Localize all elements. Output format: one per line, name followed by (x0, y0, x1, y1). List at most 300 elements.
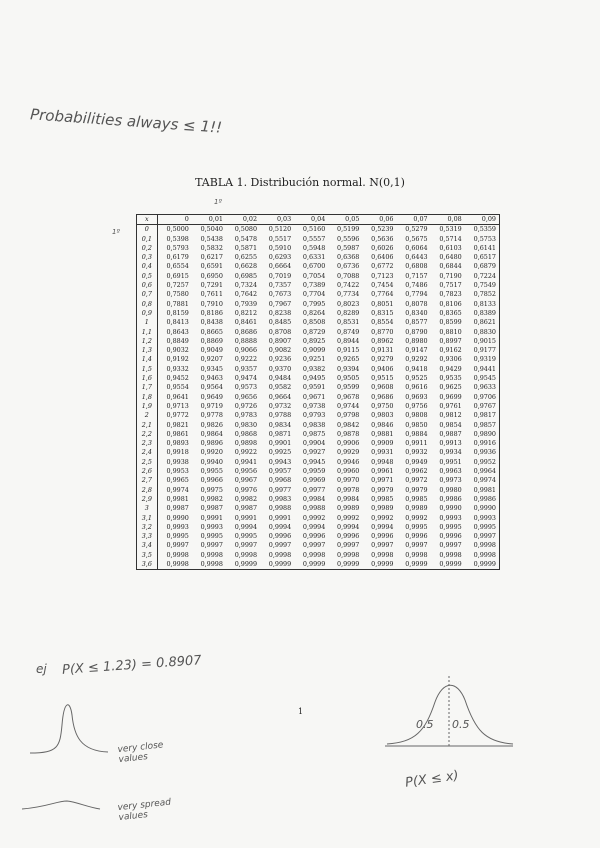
table-cell: 0,9998 (200, 550, 223, 559)
table-row (137, 439, 500, 448)
table-cell: 0,9966 (200, 476, 223, 485)
table-cell: 0,9996 (268, 532, 292, 541)
table-cell: 0,5557 (302, 234, 326, 243)
table-cell: 0,9987 (166, 504, 189, 513)
row-label: 1,9 (137, 402, 158, 411)
table-cell: 0,9162 (439, 346, 462, 355)
table-cell: 0,8289 (337, 308, 360, 317)
table-cell: 0,8925 (302, 336, 326, 345)
table-cell: 0,9982 (200, 494, 223, 503)
table-cell: 0,9641 (166, 392, 189, 401)
table-cell: 0,9564 (200, 383, 223, 392)
table-cell: 0,9821 (166, 420, 189, 429)
table-cell: 0,9545 (473, 374, 496, 383)
table-cell: 0,8997 (439, 336, 462, 345)
table-cell: 0,9192 (166, 355, 189, 364)
column-header: 0 (157, 215, 192, 225)
table-cell: 0,9922 (234, 448, 258, 457)
row-label: 2,6 (137, 467, 158, 476)
table-row (137, 300, 500, 309)
table-cell: 0,9994 (371, 522, 394, 531)
table-row (137, 551, 500, 560)
table-cell: 0,9999 (337, 559, 360, 568)
table-cell: 0,9988 (302, 504, 326, 513)
table-cell: 0,9999 (268, 559, 292, 568)
table-cell: 0,7611 (200, 290, 223, 299)
table-cell: 0,8599 (439, 318, 462, 327)
row-label: 0,4 (137, 262, 158, 271)
table-cell: 0,9909 (371, 439, 394, 448)
table-cell: 0,6026 (371, 243, 394, 252)
table-cell: 0,9131 (371, 346, 394, 355)
table-cell: 0,9986 (439, 494, 462, 503)
table-cell: 0,8869 (200, 336, 223, 345)
table-cell: 0,9971 (371, 476, 394, 485)
table-cell: 0,5040 (200, 225, 223, 234)
table-cell: 0,9996 (439, 532, 462, 541)
table-cell: 0,9995 (405, 522, 428, 531)
row-label: 1,6 (137, 374, 158, 383)
table-cell: 0,5359 (473, 225, 496, 234)
table-cell: 0,9996 (302, 532, 326, 541)
table-cell: 0,7881 (166, 299, 189, 308)
row-label: 0,9 (137, 309, 158, 318)
table-cell: 0,9573 (234, 383, 258, 392)
table-cell: 0,6255 (234, 253, 258, 262)
table-cell: 0,9830 (234, 420, 258, 429)
table-cell: 0,9082 (268, 346, 292, 355)
table-cell: 0,9963 (439, 467, 462, 476)
table-cell: 0,9911 (405, 439, 428, 448)
row-label: 2,7 (137, 476, 158, 485)
table-cell: 0,9993 (200, 522, 223, 531)
table-cell: 0,8531 (337, 318, 360, 327)
table-cell: 0,6950 (200, 271, 223, 280)
table-cell: 0,9961 (371, 467, 394, 476)
row-label: 0,8 (137, 300, 158, 309)
row-label: 2 (137, 411, 158, 420)
table-cell: 0,9525 (405, 374, 428, 383)
table-row (137, 235, 500, 244)
table-cell: 0,9979 (371, 485, 394, 494)
table-cell: 0,9591 (302, 383, 326, 392)
table-cell: 0,9985 (405, 494, 428, 503)
table-cell: 0,9732 (268, 401, 292, 410)
table-cell: 0,9484 (268, 374, 292, 383)
table-cell: 0,9871 (268, 429, 292, 438)
table-cell: 0,9756 (405, 401, 428, 410)
table-cell: 0,9706 (473, 392, 496, 401)
table-cell: 0,8907 (268, 336, 292, 345)
table-cell: 0,9998 (234, 550, 258, 559)
table-cell: 0,5596 (337, 234, 360, 243)
table-cell: 0,9973 (439, 476, 462, 485)
table-cell: 0,9032 (166, 346, 189, 355)
table-cell: 0,9976 (234, 485, 258, 494)
table-cell: 0,9793 (302, 411, 326, 420)
table-cell: 0,9049 (200, 346, 223, 355)
table-cell: 0,6517 (473, 253, 496, 262)
column-header: 0,05 (328, 215, 362, 225)
table-row (137, 309, 500, 318)
page-number: 1 (298, 707, 304, 716)
table-cell: 0,9649 (200, 392, 223, 401)
table-cell: 0,9962 (405, 467, 428, 476)
table-cell: 0,7704 (302, 290, 326, 299)
table-cell: 0,8238 (268, 308, 292, 317)
table-row (137, 467, 500, 476)
table-row (137, 514, 500, 523)
table-row (137, 244, 500, 253)
row-label: 1,8 (137, 393, 158, 402)
table-cell: 0,7357 (268, 281, 292, 290)
table-cell: 0,6217 (200, 253, 223, 262)
table-cell: 0,9834 (268, 420, 292, 429)
table-header-row (137, 215, 500, 225)
table-cell: 0,9946 (337, 457, 360, 466)
table-cell: 0,9993 (473, 513, 496, 522)
table-cell: 0,6064 (405, 243, 428, 252)
table-cell: 0,9726 (234, 401, 258, 410)
table-cell: 0,5000 (166, 225, 189, 234)
table-cell: 0,9878 (337, 429, 360, 438)
table-cell: 0,6141 (473, 243, 496, 252)
table-cell: 0,8106 (439, 299, 462, 308)
handwritten-mark-column: 1º (214, 198, 222, 206)
column-header: 0,09 (465, 215, 500, 225)
row-label: 0,7 (137, 290, 158, 299)
table-cell: 0,9893 (166, 439, 189, 448)
table-cell: 0,9916 (473, 439, 496, 448)
table-cell: 0,8264 (302, 308, 326, 317)
table-cell: 0,9177 (473, 346, 496, 355)
table-cell: 0,9808 (405, 411, 428, 420)
table-cell: 0,9997 (473, 532, 496, 541)
table-cell: 0,9982 (234, 494, 258, 503)
table-cell: 0,9798 (337, 411, 360, 420)
table-cell: 0,8389 (473, 308, 496, 317)
table-cell: 0,9932 (405, 448, 428, 457)
table-cell: 0,9686 (371, 392, 394, 401)
table-cell: 0,9868 (234, 429, 258, 438)
table-cell: 0,9929 (337, 448, 360, 457)
row-label: 1,7 (137, 383, 158, 392)
table-cell: 0,9884 (405, 429, 428, 438)
table-cell: 0,9999 (405, 559, 428, 568)
table-cell: 0,9953 (166, 467, 189, 476)
table-cell: 0,6985 (234, 271, 258, 280)
table-cell: 0,9625 (439, 383, 462, 392)
table-cell: 0,6808 (405, 262, 428, 271)
row-label: 3,4 (137, 541, 158, 550)
table-cell: 0,9370 (268, 364, 292, 373)
table-row (137, 225, 500, 235)
row-label: 0,6 (137, 281, 158, 290)
handwritten-cdf-label: P(X ≤ x) (404, 768, 460, 791)
table-cell: 0,9995 (439, 522, 462, 531)
table-cell: 0,8051 (371, 299, 394, 308)
row-label: 1,4 (137, 355, 158, 364)
table-cell: 0,8980 (405, 336, 428, 345)
table-cell: 0,9997 (200, 541, 223, 550)
table-cell: 0,9993 (166, 522, 189, 531)
table-cell: 0,9803 (371, 411, 394, 420)
table-cell: 0,9967 (234, 476, 258, 485)
table-cell: 0,5199 (337, 225, 360, 234)
handwritten-half-left: 0.5 (416, 718, 434, 731)
row-label: 2,2 (137, 430, 158, 439)
table-cell: 0,9279 (371, 355, 394, 364)
flat-bell-curve-sketch (22, 795, 102, 815)
table-cell: 0,9997 (405, 541, 428, 550)
table-cell: 0,9990 (166, 513, 189, 522)
table-cell: 0,9998 (302, 550, 326, 559)
table-cell: 0,6700 (302, 262, 326, 271)
table-cell: 0,8749 (337, 327, 360, 336)
row-label: 0 (137, 225, 158, 235)
table-cell: 0,9940 (200, 457, 223, 466)
table-cell: 0,9974 (166, 485, 189, 494)
table-cell: 0,9406 (371, 364, 394, 373)
table-cell: 0,9995 (166, 532, 189, 541)
table-cell: 0,9936 (473, 448, 496, 457)
table-cell: 0,9997 (371, 541, 394, 550)
table-cell: 0,9996 (371, 532, 394, 541)
table-cell: 0,8729 (302, 327, 326, 336)
table-cell: 0,7517 (439, 281, 462, 290)
table-cell: 0,9846 (371, 420, 394, 429)
row-label: 1,2 (137, 337, 158, 346)
table-cell: 0,8365 (439, 308, 462, 317)
table-cell: 0,8186 (200, 308, 223, 317)
table-cell: 0,9345 (200, 364, 223, 373)
table-cell: 0,9969 (302, 476, 326, 485)
table-cell: 0,9838 (302, 420, 326, 429)
table-row (137, 402, 500, 411)
table-cell: 0,8888 (234, 336, 258, 345)
handwritten-note-probabilities: Probabilities always ≤ 1!! (29, 105, 223, 137)
table-cell: 0,9952 (473, 457, 496, 466)
table-cell: 0,9984 (337, 494, 360, 503)
table-cell: 0,5517 (268, 234, 292, 243)
table-cell: 0,9817 (473, 411, 496, 420)
table-cell: 0,9991 (234, 513, 258, 522)
column-header: 0,03 (260, 215, 294, 225)
table-cell: 0,7910 (200, 299, 223, 308)
row-label: 3,2 (137, 523, 158, 532)
column-header: 0,07 (397, 215, 431, 225)
table-cell: 0,9854 (439, 420, 462, 429)
table-cell: 0,7257 (166, 281, 189, 290)
handwritten-mark-row: 1º (112, 228, 120, 236)
table-cell: 0,8078 (405, 299, 428, 308)
table-cell: 0,9719 (200, 401, 223, 410)
table-cell: 0,7454 (371, 281, 394, 290)
table-cell: 0,9970 (337, 476, 360, 485)
table-row (137, 532, 500, 541)
table-row (137, 365, 500, 374)
table-cell: 0,9987 (200, 504, 223, 513)
table-cell: 0,9616 (405, 383, 428, 392)
table-row (137, 560, 500, 570)
table-cell: 0,9985 (371, 494, 394, 503)
table-row (137, 504, 500, 513)
table-cell: 0,7324 (234, 281, 258, 290)
table-cell: 0,9978 (337, 485, 360, 494)
table-cell: 0,9999 (473, 559, 496, 568)
table-cell: 0,5793 (166, 243, 189, 252)
table-cell: 0,5279 (405, 225, 428, 234)
table-row (137, 318, 500, 327)
table-cell: 0,6331 (302, 253, 326, 262)
table-cell: 0,9761 (439, 401, 462, 410)
row-label: 3,1 (137, 514, 158, 523)
table-cell: 0,9999 (439, 559, 462, 568)
table-row (137, 383, 500, 392)
table-cell: 0,9997 (439, 541, 462, 550)
table-cell: 0,9998 (371, 550, 394, 559)
table-cell: 0,9783 (234, 411, 258, 420)
table-cell: 0,5675 (405, 234, 428, 243)
table-cell: 0,9989 (371, 504, 394, 513)
table-cell: 0,9990 (473, 504, 496, 513)
table-cell: 0,9999 (371, 559, 394, 568)
table-cell: 0,9418 (405, 364, 428, 373)
table-cell: 0,9474 (234, 374, 258, 383)
table-cell: 0,9994 (234, 522, 258, 531)
table-cell: 0,6179 (166, 253, 189, 262)
table-cell: 0,9918 (166, 448, 189, 457)
table-row (137, 476, 500, 485)
table-cell: 0,5398 (166, 234, 189, 243)
table-cell: 0,9896 (200, 439, 223, 448)
table-cell: 0,9066 (234, 346, 258, 355)
table-cell: 0,9147 (405, 346, 428, 355)
table-cell: 0,9997 (302, 541, 326, 550)
table-row (137, 337, 500, 346)
table-cell: 0,7967 (268, 299, 292, 308)
table-cell: 0,9515 (371, 374, 394, 383)
table-row (137, 486, 500, 495)
table-cell: 0,9979 (405, 485, 428, 494)
table-cell: 0,6664 (268, 262, 292, 271)
table-cell: 0,9957 (268, 467, 292, 476)
table-cell: 0,8413 (166, 318, 189, 327)
table-cell: 0,9998 (439, 550, 462, 559)
column-header-x: x (137, 215, 158, 225)
table-cell: 0,9965 (166, 476, 189, 485)
table-cell: 0,9357 (234, 364, 258, 373)
table-cell: 0,9887 (439, 429, 462, 438)
table-cell: 0,9991 (268, 513, 292, 522)
table-cell: 0,5753 (473, 234, 496, 243)
table-cell: 0,9964 (473, 467, 496, 476)
table-cell: 0,9943 (268, 457, 292, 466)
table-cell: 0,9999 (234, 559, 258, 568)
table-cell: 0,6844 (439, 262, 462, 271)
table-cell: 0,9945 (302, 457, 326, 466)
row-label: 3,3 (137, 532, 158, 541)
table-cell: 0,6915 (166, 271, 189, 280)
column-header: 0,04 (294, 215, 328, 225)
row-label: 3,6 (137, 560, 158, 570)
table-cell: 0,9713 (166, 401, 189, 410)
table-row (137, 253, 500, 262)
table-cell: 0,9826 (200, 420, 223, 429)
table-cell: 0,8508 (302, 318, 326, 327)
table-cell: 0,9850 (405, 420, 428, 429)
table-cell: 0,8461 (234, 318, 258, 327)
table-cell: 0,9236 (268, 355, 292, 364)
row-label: 1 (137, 318, 158, 327)
table-cell: 0,9989 (337, 504, 360, 513)
table-cell: 0,9319 (473, 355, 496, 364)
table-cell: 0,5832 (200, 243, 223, 252)
table-row (137, 290, 500, 299)
table-cell: 0,5636 (371, 234, 394, 243)
table-cell: 0,5478 (234, 234, 258, 243)
table-cell: 0,9959 (302, 467, 326, 476)
table-cell: 0,8485 (268, 318, 292, 327)
table-cell: 0,7486 (405, 281, 428, 290)
table-cell: 0,9991 (200, 513, 223, 522)
table-cell: 0,7190 (439, 271, 462, 280)
table-cell: 0,8133 (473, 299, 496, 308)
table-cell: 0,9505 (337, 374, 360, 383)
row-label: 2,1 (137, 421, 158, 430)
table-cell: 0,8159 (166, 308, 189, 317)
table-cell: 0,8643 (166, 327, 189, 336)
table-cell: 0,9881 (371, 429, 394, 438)
row-label: 2,4 (137, 448, 158, 457)
table-cell: 0,9955 (200, 467, 223, 476)
table-cell: 0,9938 (166, 457, 189, 466)
table-cell: 0,9987 (234, 504, 258, 513)
table-cell: 0,7019 (268, 271, 292, 280)
table-cell: 0,9948 (371, 457, 394, 466)
table-cell: 0,9934 (439, 448, 462, 457)
table-cell: 0,9998 (200, 559, 223, 568)
table-cell: 0,9767 (473, 401, 496, 410)
column-header: 0,01 (192, 215, 226, 225)
table-cell: 0,9441 (473, 364, 496, 373)
row-label: 3 (137, 504, 158, 513)
table-cell: 0,5438 (200, 234, 223, 243)
table-cell: 0,9898 (234, 439, 258, 448)
table-cell: 0,8212 (234, 308, 258, 317)
table-cell: 0,9890 (473, 429, 496, 438)
table-cell: 0,6103 (439, 243, 462, 252)
table-cell: 0,6554 (166, 262, 189, 271)
table-cell: 0,7642 (234, 290, 258, 299)
table-row (137, 448, 500, 457)
table-cell: 0,9812 (439, 411, 462, 420)
row-label: 0,3 (137, 253, 158, 262)
table-cell: 0,9554 (166, 383, 189, 392)
table-cell: 0,9738 (302, 401, 326, 410)
table-cell: 0,9989 (405, 504, 428, 513)
table-cell: 0,9988 (268, 504, 292, 513)
table-cell: 0,9265 (337, 355, 360, 364)
table-cell: 0,5239 (371, 225, 394, 234)
table-cell: 0,7123 (371, 271, 394, 280)
table-cell: 0,9429 (439, 364, 462, 373)
column-header: 0,06 (362, 215, 396, 225)
table-cell: 0,9998 (166, 559, 189, 568)
table-cell: 0,6480 (439, 253, 462, 262)
table-cell: 0,9995 (200, 532, 223, 541)
table-cell: 0,9996 (405, 532, 428, 541)
